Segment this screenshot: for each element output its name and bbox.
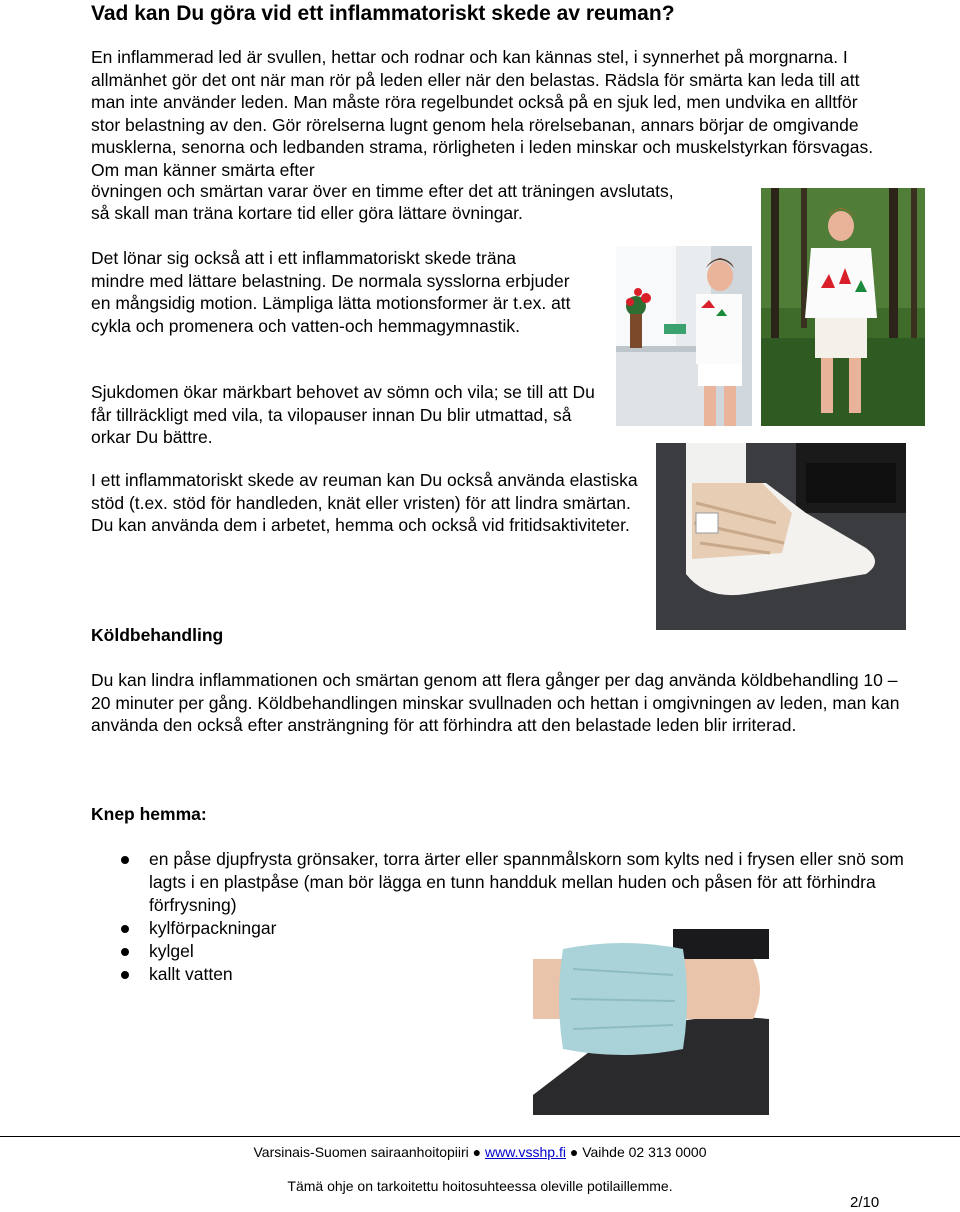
- list-item: kylförpackningar: [91, 917, 921, 940]
- paragraph-movement-tail-1: övningen och smärtan varar över en timme efter det att träningen avslutats,: [91, 181, 674, 201]
- footer-note: Tämä ohje on tarkoitettu hoitosuhteessa oleville potilaillemme.: [287, 1178, 673, 1194]
- footer-divider: [0, 1136, 960, 1137]
- cold-paragraph: Du kan lindra inflammationen och smärtan genom att flera gånger per dag använda köldbehandling 10 – 20 minuter per gång. Köldbehandlingen minskar svullnaden och hettan i omgivningen av leden, man kan använda den också efter ansträngning för att förhindra att den belastade leden blir irriterad.: [91, 670, 900, 735]
- footer-org: Varsinais-Suomen sairaanhoitopiiri ●: [253, 1144, 482, 1160]
- paragraph-elastic-support: I ett inflammatoriskt skede av reuman kan Du också använda elastiska stöd (t.ex. stöd för handleden, knät eller vristen) för att lindra smärtan. Du kan använda dem i arbetet, hemma och också vid fritidsaktiviteter.: [91, 470, 638, 535]
- list-item: kylgel: [91, 940, 921, 963]
- cold-heading: Köldbehandling: [91, 625, 224, 645]
- list-item: kallt vatten: [91, 963, 921, 986]
- photo-cold-pack: [533, 929, 769, 1115]
- photo-watering-plants: [616, 246, 752, 426]
- footer-phone: ● Vaihde 02 313 0000: [569, 1144, 707, 1160]
- home-tips-list: [91, 848, 921, 986]
- paragraph-light-training: Det lönar sig också att i ett inflammatoriskt skede träna mindre med lättare belastning. De normala sysslorna erbjuder en mångsidig motion. Lämpliga lätta motionsformer är t.ex. att cykla och promenera och vatten-och hemmagymnastik.: [91, 248, 571, 336]
- paragraph-rest: Sjukdomen ökar märkbart behovet av sömn och vila; se till att Du får tillräckligt med vila, ta vilopauser innan Du blir utmattad, så orkar Du bättre.: [91, 382, 595, 447]
- photo-forest-walk: [761, 188, 925, 426]
- footer-website-link[interactable]: www.vsshp.fi: [485, 1144, 566, 1160]
- footer-contact: [0, 1143, 960, 1161]
- page-title: Vad kan Du göra vid ett inflammatoriskt skede av reuman?: [91, 2, 675, 25]
- paragraph-movement: En inflammerad led är svullen, hettar och rodnar och kan kännas stel, i synnerhet på morgnarna. I allmänhet gör det ont när man rör på leden eller när den belastas. Rädsla för smärta kan leda till att man inte använder leden. Man måste röra regelbundet också på en sjuk led, men undvika en alltför stor belastning av den. Gör rörelserna lugnt genom hela rörelsebanan, annars börjar de omgivande musklerna, senorna och ledbanden strama, rörligheten i leden minskar och muskelstyrkan försvagas. Om man känner smärta efter: [91, 47, 874, 180]
- page-number: 2/10: [850, 1194, 880, 1211]
- photo-ankle-support: [656, 443, 906, 630]
- home-tips-heading: Knep hemma:: [91, 804, 207, 824]
- list-item: en påse djupfrysta grönsaker, torra ärter eller spannmålskorn som kylts ned i frysen eller snö som lagts i en plastpåse (man bör lägga en tunn handduk mellan huden och påsen för att förhindra förfrysning): [91, 848, 921, 917]
- paragraph-movement-tail-2: så skall man träna kortare tid eller göra lättare övningar.: [91, 203, 523, 223]
